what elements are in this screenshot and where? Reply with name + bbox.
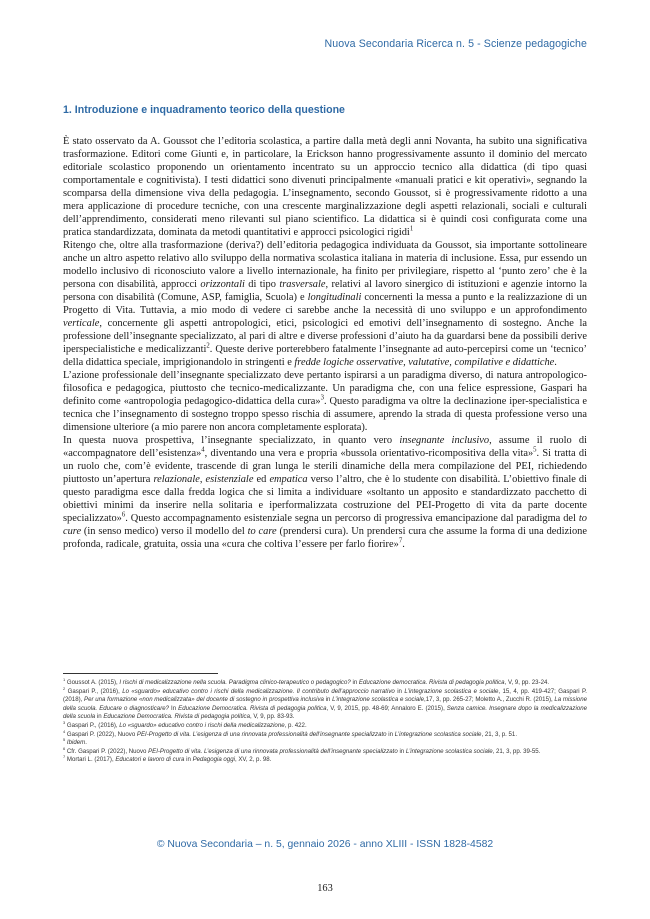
text-run: ,17, 3, pp. 265-27; Moletto A., Zucchi R. (2015),: [424, 696, 555, 704]
footnote-5: [63, 739, 587, 748]
text-run: orizzontali: [200, 279, 245, 290]
text-run: , XV, 2, p. 98.: [234, 756, 272, 764]
text-run: Educazione Democratica. Rivista di pedagogia politica: [178, 704, 327, 712]
text-run: Educatori e lavoro di cura: [115, 756, 185, 764]
text-run: , diventando una vera e propria «bussola orientativo-ricompositiva della vita»: [204, 448, 534, 459]
footnote-ref: 2: [206, 342, 210, 350]
footnote-separator: [63, 673, 218, 674]
text-run: empatica: [269, 474, 308, 485]
text-run: esistenziale: [205, 474, 254, 485]
text-run: L’integrazione scolastica sociale: [394, 730, 482, 738]
text-run: insegnante inclusivo: [399, 435, 490, 446]
running-head: Nuova Secondaria Ricerca n. 5 - Scienze pedagogiche: [324, 38, 587, 50]
paragraph-4: [63, 434, 587, 551]
text-run: ,: [199, 474, 206, 485]
text-run: , p. 422.: [284, 721, 307, 729]
text-run: in: [386, 730, 395, 738]
article-body: [63, 104, 587, 551]
text-run: La missione della scuola. Educare o diagnosticare?: [63, 696, 587, 712]
paragraph-2: [63, 239, 587, 369]
text-run: Gaspari P. (2022), Nuovo: [65, 730, 137, 738]
text-run: PEI-Progetto di vita. L’esigenza di una rinnovata professionalità dell’insegnante specializzato: [136, 730, 387, 738]
text-run: , 21, 3, pp. 39-55.: [492, 747, 541, 755]
footnote-ref: 5: [533, 446, 537, 454]
text-run: in: [397, 747, 406, 755]
text-run: longitudinali: [307, 292, 362, 303]
text-run: fredde logiche osservative, valutative, compilative e didattiche: [294, 357, 555, 368]
text-run: .: [402, 539, 405, 550]
text-run: Senza camice. Insegnare dopo la medicalizzazione della scuola: [63, 704, 587, 721]
text-run: in: [394, 687, 405, 695]
footnote-1: [63, 676, 587, 688]
text-run: in: [184, 756, 193, 764]
text-run: Ibidem: [66, 739, 86, 747]
text-run: to care: [247, 526, 277, 537]
text-run: Lo «sguardo» educativo contro i rischi della medicalizzazione. Il contributo dell’approccio narrativo: [122, 687, 395, 695]
text-run: In questa nuova prospettiva, l’insegnante specializzato, in quanto vero: [63, 435, 400, 446]
text-run: .: [85, 739, 87, 747]
footnote-ref: 1: [409, 225, 414, 233]
paragraph-1: [63, 135, 587, 239]
text-run: Mortari L. (2017),: [65, 756, 116, 764]
footnote-ref: 6: [63, 745, 66, 751]
text-run: . Questo accompagnamento esistenziale segna un percorso di progressiva emancipazione dal paradigma del: [125, 513, 579, 524]
text-run: di tipo: [244, 279, 280, 290]
text-run: , V, 9, 2015, pp. 48-69; Annaloro E. (2015),: [326, 704, 447, 712]
footnote-ref: 7: [63, 754, 66, 760]
text-run: Educazione Democratica. Rivista di pedagogia politica: [103, 713, 250, 721]
text-run: . Si tratta di un ruolo che, com’è evidente, trascende di gran lunga le sterili dinamiche della mera compilazione del PEI, richiedendo piuttosto un’apertura: [63, 448, 588, 485]
footnote-ref: 6: [121, 511, 126, 519]
footnote-ref: 3: [320, 394, 324, 402]
text-run: verticale: [63, 318, 100, 329]
footnotes: [63, 673, 587, 765]
text-run: In: [169, 704, 179, 712]
footnote-7: [63, 756, 587, 765]
text-run: Per una formazione «non medicalizzata» del docente di sostegno in prospettiva inclusiva: [84, 696, 324, 704]
text-run: , relativi al lavoro sinergico di istituzioni e agenzie intorno la persona con disabilità (Comune, ASP, famiglia, Scuola) e: [63, 279, 587, 303]
footnote-2: [63, 685, 587, 722]
paragraph-3: [63, 369, 587, 434]
footnote-ref: 7: [398, 537, 403, 545]
journal-footer: © Nuova Secondaria – n. 5, gennaio 2026 - anno XLIII - ISSN 1828-4582: [156, 839, 494, 850]
text-run: , assume il ruolo di «accompagnatore dell’esistenza»: [63, 435, 587, 459]
text-run: . Queste derive porterebbero fatalmente l’insegnante ad auto-percepirsi come un ‘tecnico’ della didattica speciale, imprigionandolo in stringenti e: [63, 344, 587, 368]
text-run: Goussot A. (2015),: [65, 679, 120, 686]
footnote-ref: 3: [63, 719, 66, 725]
text-run: Cfr. Gaspari P. (2022), Nuovo: [65, 747, 149, 755]
text-run: Gaspari P., (2016),: [65, 687, 123, 695]
body-text: [63, 135, 587, 551]
text-run: ed: [253, 474, 270, 485]
text-run: , V, 9, pp. 83-93.: [250, 713, 295, 721]
text-run: .: [554, 357, 557, 368]
text-run: Educazione democratica. Rivista di pedagogia politica: [358, 679, 505, 686]
page-number: 163: [317, 883, 333, 894]
text-run: (prendersi cura). Un prendersi cura che assume la forma di una dedizione profonda, radicale, gratuita, ossia una «cura che coltiva l’essere per farlo fiorire»: [63, 526, 587, 550]
footnote-ref: 5: [63, 737, 66, 743]
text-run: , V, 9, pp. 23-24.: [504, 679, 550, 686]
text-run: verso l’altro, che è lo studente con disabilità. L’obiettivo finale di questo paradigma esce dalla fredda logica che si limita a individuare «soltanto un apposito e standardizzato pacchetto di obiettivi minimi da inserire nella solitaria e iperformalizzata costruzione del PEI-Progetto di vita da parte docente specializzato»: [63, 474, 588, 524]
text-run: L’integrazione scolastica sociale: [405, 747, 493, 755]
footnote-ref: 1: [63, 676, 66, 682]
text-run: , concernente gli aspetti antropologici, etici, psicologici ed emotivi dell’insegnamento di sostegno. Anche la professione dell’insegnante specializzato, al pari di altre e diverse professioni d’aiuto ha da guardarsi bene da possibili derive iperspecialistiche e medicalizzanti: [63, 318, 587, 355]
text-run: L’integrazione scolastica e sociale: [332, 696, 425, 704]
text-run: È stato osservato da A. Goussot che l’editoria scolastica, a partire dalla metà degli anni Novanta, ha subito una significativa trasformazione. Editori come Giunti e, in particolare, la Erickson hanno progressivamente assunto il dominio del mercato editoriale scolastico proponendo un orientamento incentrato su un approccio tecnico alla didattica (di tipo quasi comportamentale e cognitivista). I testi didattici sono divenuti principalmente «manuali pratici e kit operativi», segnando la scomparsa della dimensione viva della pedagogia. L’insegnamento, secondo Goussot, si è progressivamente ridotto a una mera applicazione di procedure tecniche, con una crescente marginalizzazione degli aspetti relazionali, sociali e culturali dell’apprendimento, considerati meno rilevanti sul piano scientifico. La didattica si è quindi così configurata come una pratica standardizzata, dominata da metodi quantitativi e approcci psicologici rigidi: [63, 136, 587, 238]
text-run: in: [323, 696, 333, 704]
text-run: L’azione professionale dell’insegnante specializzato deve pertanto ispirarsi a un paradigma diverso, di natura antropologico-filosofica e pedagogica, piuttosto che tecnico-medicalizzante. Un paradigma che, con una felice espressione, Gaspari ha definito come «antropologia pedagogico-didattica della cura»: [63, 370, 587, 407]
text-run: Pedagogia oggi: [192, 756, 235, 764]
text-run: L’integrazione scolastica e sociale: [404, 687, 499, 695]
footnote-ref: 4: [201, 446, 205, 454]
footnote-ref: 2: [63, 685, 66, 691]
text-run: concernenti la messa a punto e la realizzazione di un Progetto di Vita. Tuttavia, a mio modo di vedere ci sarebbe anche la necessità di uno sviluppo e un approfondimento: [63, 292, 587, 316]
text-run: Ritengo che, oltre alla trasformazione (deriva?) dell’editoria pedagogica individuata da Goussot, sia importante sottolineare anche un altro aspetto relativo allo sviluppo della normativa scolastica italiana in materia di inclusione. Essa, pur essendo un modello inclusivo di riconosciuto valore a livello internazionale, ha finito per privilegiare, rispetto al ‘punto zero’ che è la persona con disabilità, approcci: [63, 240, 587, 290]
text-run: I rischi di medicalizzazione nella scuola. Paradigma clinico-terapeutico o pedagogico?: [119, 679, 351, 686]
section-title: 1. Introduzione e inquadramento teorico della questione: [63, 104, 345, 116]
text-run: in: [95, 713, 104, 721]
text-run: , 21, 3, p. 51.: [481, 730, 518, 738]
text-run: Gaspari P., (2016),: [65, 721, 120, 729]
text-run: PEI-Progetto di vita. L’esigenza di una rinnovata professionalità dell’insegnante specializzato: [148, 747, 398, 755]
footnote-3: [63, 719, 587, 731]
text-run: . Questo paradigma va oltre la declinazione iper-specialistica e tecnica che l’insegnamento di sostegno troppo spesso rischia di assumere, aprendo la strada di questa professione verso una dimensione ulteriore (a mio parere non ancora completamente esplorata).: [63, 396, 587, 433]
text-run: (in senso medico) verso il modello del: [81, 526, 248, 537]
text-run: relazionale: [153, 474, 200, 485]
text-run: Lo «sguardo» educativo contro i rischi della medicalizzazione: [119, 721, 285, 729]
text-run: , 15, 4, pp. 419-427; Gaspari P. (2018),: [63, 687, 587, 704]
text-run: to cure: [63, 513, 587, 537]
text-run: trasversale: [279, 279, 326, 290]
footnote-ref: 4: [63, 728, 66, 734]
text-run: in: [350, 679, 359, 686]
